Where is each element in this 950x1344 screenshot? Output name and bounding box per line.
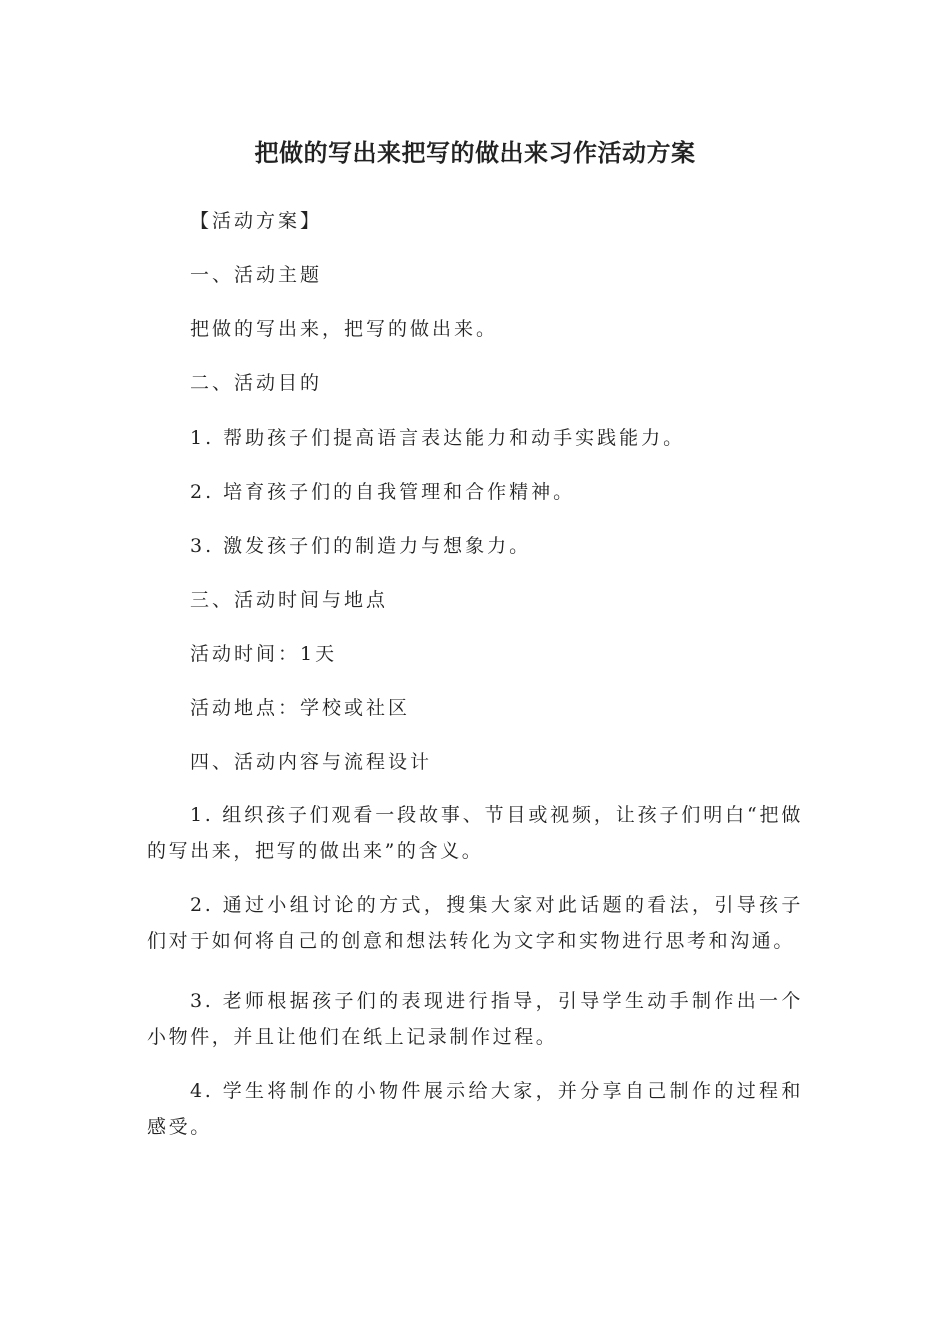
activity-place-text: 活动地点：学校或社区 <box>190 697 411 719</box>
heading-time-and-place: 三、活动时间与地点 <box>190 589 389 611</box>
purpose-item-3: 3. 激发孩子们的制造力与想象力。 <box>190 535 532 557</box>
activity-time-text: 活动时间：1天 <box>190 643 338 665</box>
document-title: 把做的写出来把写的做出来习作活动方案 <box>254 139 696 167</box>
process-step-2: 2. 通过小组讨论的方式，搜集大家对此话题的看法，引导孩子们对于如何将自己的创意和想法转化为文字和实物进行思考和沟通。 <box>147 894 803 952</box>
purpose-item-1: 1. 帮助孩子们提高语言表达能力和动手实践能力。 <box>190 427 686 449</box>
process-step-4: 4. 学生将制作的小物件展示给大家，并分享自己制作的过程和感受。 <box>147 1080 803 1138</box>
heading-content-and-process: 四、活动内容与流程设计 <box>190 751 433 773</box>
process-step-1: 1. 组织孩子们观看一段故事、节目或视频，让孩子们明白“把做的写出来，把写的做出来”的含义。 <box>147 804 803 862</box>
heading-activity-purpose: 二、活动目的 <box>190 372 323 394</box>
theme-text: 把做的写出来，把写的做出来。 <box>190 318 499 340</box>
purpose-item-2: 2. 培育孩子们的自我管理和合作精神。 <box>190 481 576 503</box>
heading-activity-theme: 一、活动主题 <box>190 264 323 286</box>
process-step-3: 3. 老师根据孩子们的表现进行指导，引导学生动手制作出一个小物件，并且让他们在纸上记录制作过程。 <box>147 990 803 1048</box>
section-label-activity-plan: 【活动方案】 <box>190 210 323 232</box>
